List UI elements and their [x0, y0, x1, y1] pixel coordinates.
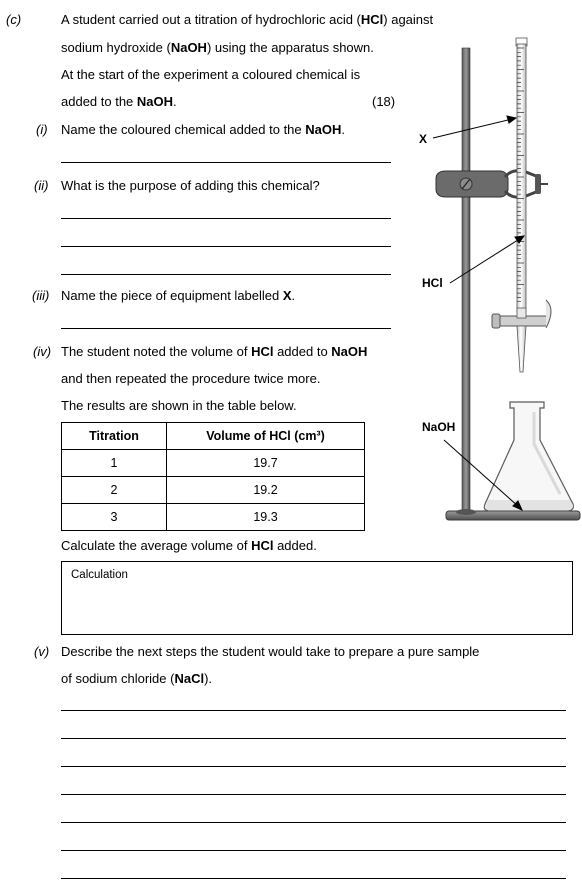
question-part-label: (c) [6, 12, 22, 27]
sub-iii-label: (iii) [32, 288, 50, 303]
text-run: . [173, 94, 177, 109]
table-cell: 1 [62, 450, 167, 477]
table-header: Volume of HCl (cm³) [167, 423, 365, 450]
text-run: The results are shown in the table below. [61, 398, 297, 413]
table-cell: 3 [62, 504, 167, 531]
text-run: ) using the apparatus shown. [206, 40, 374, 55]
text-run: Describe the next steps the student would take to prepare a pure sample [61, 644, 480, 659]
table-cell: 2 [62, 477, 167, 504]
marks-label: (18) [372, 94, 396, 109]
table-cell: 19.7 [167, 450, 365, 477]
text-run: Name the coloured chemical added to the [61, 122, 306, 137]
bold-term: X [282, 288, 292, 303]
text-run: and then repeated the procedure twice more. [61, 371, 321, 386]
text-run: What is the purpose of adding this chemical? [61, 178, 320, 193]
bold-term: NaOH [331, 344, 368, 359]
burette-clamp [436, 171, 548, 197]
text-run: Calculate the average volume of [61, 538, 252, 553]
burette [492, 38, 551, 372]
text-run: . [341, 122, 346, 137]
sub-v-label: (v) [34, 644, 50, 659]
label-x: X [419, 132, 428, 146]
bold-term: NaOH [170, 40, 207, 55]
text-run: added to the [61, 94, 137, 109]
bold-term: NaOH [305, 122, 342, 137]
bold-term: NaCl [174, 671, 205, 686]
calculation-box-label: Calculation [71, 569, 128, 581]
bold-term: NaOH [136, 94, 174, 109]
sub-i-label: (i) [36, 122, 48, 137]
bold-term: HCl [360, 12, 384, 27]
bold-term: HCl [251, 344, 274, 359]
text-run: ) against [383, 12, 434, 27]
bold-term: HCl [251, 538, 274, 553]
text-run: sodium hydroxide ( [61, 40, 171, 55]
retort-stand-rod [462, 48, 470, 514]
text-run: A student carried out a titration of hydrochloric acid ( [61, 12, 361, 27]
sub-ii-label: (ii) [34, 178, 49, 193]
label-hcl: HCl [422, 276, 443, 290]
table-cell: 19.3 [167, 504, 365, 531]
table-header: Titration [62, 423, 167, 450]
sub-iv-label: (iv) [33, 344, 52, 359]
text-run: The student noted the volume of [61, 344, 252, 359]
text-run: added to [273, 344, 332, 359]
text-run: added. [273, 538, 317, 553]
label-naoh: NaOH [422, 420, 456, 434]
text-run: . [291, 288, 296, 303]
text-run: At the start of the experiment a coloured chemical is [61, 67, 361, 82]
text-run: of sodium chloride ( [61, 671, 175, 686]
text-run: Name the piece of equipment labelled [61, 288, 283, 303]
table-cell: 19.2 [167, 477, 365, 504]
text-run: ). [204, 671, 213, 686]
conical-flask [484, 402, 573, 511]
